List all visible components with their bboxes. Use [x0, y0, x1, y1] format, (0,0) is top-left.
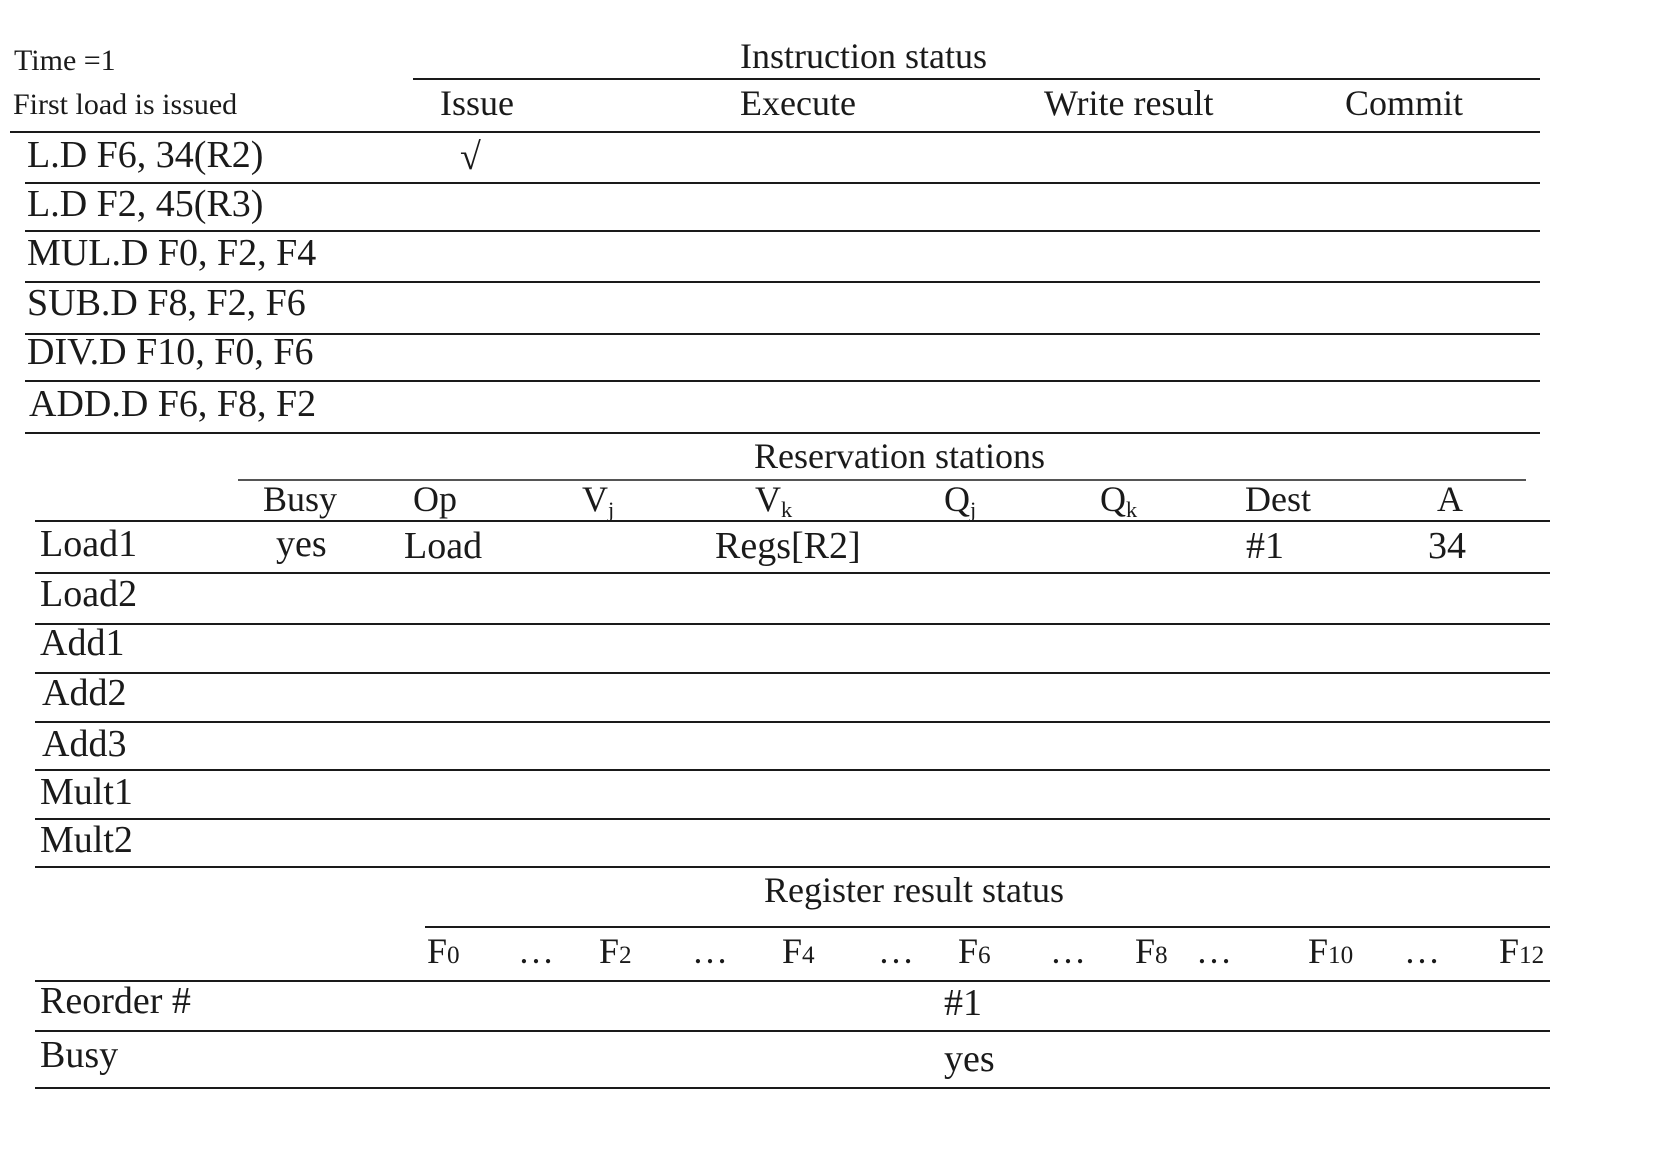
station-name: Mult2 [40, 819, 133, 861]
col-execute: Execute [740, 83, 856, 123]
col-vj: Vj [582, 479, 615, 522]
row-rule [35, 672, 1550, 674]
col-a: A [1437, 479, 1463, 519]
check-mark-icon: √ [460, 136, 481, 178]
reservation-header-rule [35, 520, 1550, 522]
register-title-rule [425, 926, 1550, 928]
reg-f8: F8 [1135, 931, 1168, 971]
instruction-status-title: Instruction status [740, 36, 987, 76]
reg-f6: F6 [958, 931, 991, 971]
station-name: Add3 [42, 723, 127, 765]
station-name: Load1 [40, 523, 138, 565]
row-rule [25, 432, 1540, 434]
col-vk: Vk [755, 479, 793, 522]
station-name: Mult1 [40, 771, 133, 813]
instruction-text: L.D F6, 34(R2) [27, 134, 264, 176]
instruction-text: MUL.D F0, F2, F4 [27, 232, 317, 274]
col-write-result: Write result [1044, 83, 1214, 123]
row-rule [35, 721, 1550, 723]
col-dest: Dest [1245, 479, 1311, 519]
ellipsis: … [518, 931, 554, 971]
instruction-text: DIV.D F10, F0, F6 [27, 331, 314, 373]
ellipsis: … [1196, 931, 1232, 971]
caption-label: First load is issued [13, 88, 238, 121]
instruction-text: L.D F2, 45(R3) [27, 183, 264, 225]
busy-f6-cell: yes [944, 1038, 995, 1080]
vk-cell: Regs[R2] [715, 525, 861, 567]
a-cell: 34 [1428, 525, 1466, 567]
row-rule [35, 1087, 1550, 1089]
register-header-rule [35, 980, 1550, 982]
reg-f0: F0 [427, 931, 460, 971]
row-rule [35, 623, 1550, 625]
busy-cell: yes [276, 523, 327, 565]
station-name: Add2 [42, 672, 127, 714]
row-rule [35, 572, 1550, 574]
ellipsis: … [878, 931, 914, 971]
col-qj: Qj [944, 479, 977, 522]
ellipsis: … [1404, 931, 1440, 971]
reg-f10: F10 [1308, 931, 1354, 971]
reg-f2: F2 [599, 931, 632, 971]
instruction-header-rule [10, 131, 1540, 133]
ellipsis: … [692, 931, 728, 971]
instruction-status-title-rule [413, 78, 1540, 80]
reservation-stations-title: Reservation stations [754, 436, 1045, 476]
col-op: Op [413, 479, 457, 519]
instruction-text: ADD.D F6, F8, F2 [29, 383, 317, 425]
col-issue: Issue [440, 83, 514, 123]
time-label: Time =1 [14, 44, 116, 77]
register-row-label: Reorder # [40, 980, 191, 1022]
row-rule [35, 769, 1550, 771]
col-commit: Commit [1345, 83, 1464, 123]
reorder-f6-cell: #1 [944, 982, 982, 1024]
ellipsis: … [1050, 931, 1086, 971]
row-rule [25, 380, 1540, 382]
register-status-title: Register result status [764, 870, 1064, 910]
row-rule [35, 866, 1550, 868]
col-qk: Qk [1100, 479, 1138, 522]
row-rule [35, 818, 1550, 820]
dest-cell: #1 [1246, 525, 1284, 567]
op-cell: Load [404, 525, 483, 567]
row-rule [35, 1030, 1550, 1032]
col-busy: Busy [263, 479, 338, 519]
register-row-label: Busy [40, 1034, 119, 1076]
station-name: Load2 [40, 573, 138, 615]
reg-f12: F12 [1499, 931, 1545, 971]
station-name: Add1 [40, 622, 125, 664]
instruction-text: SUB.D F8, F2, F6 [27, 282, 306, 324]
reg-f4: F4 [782, 931, 815, 971]
